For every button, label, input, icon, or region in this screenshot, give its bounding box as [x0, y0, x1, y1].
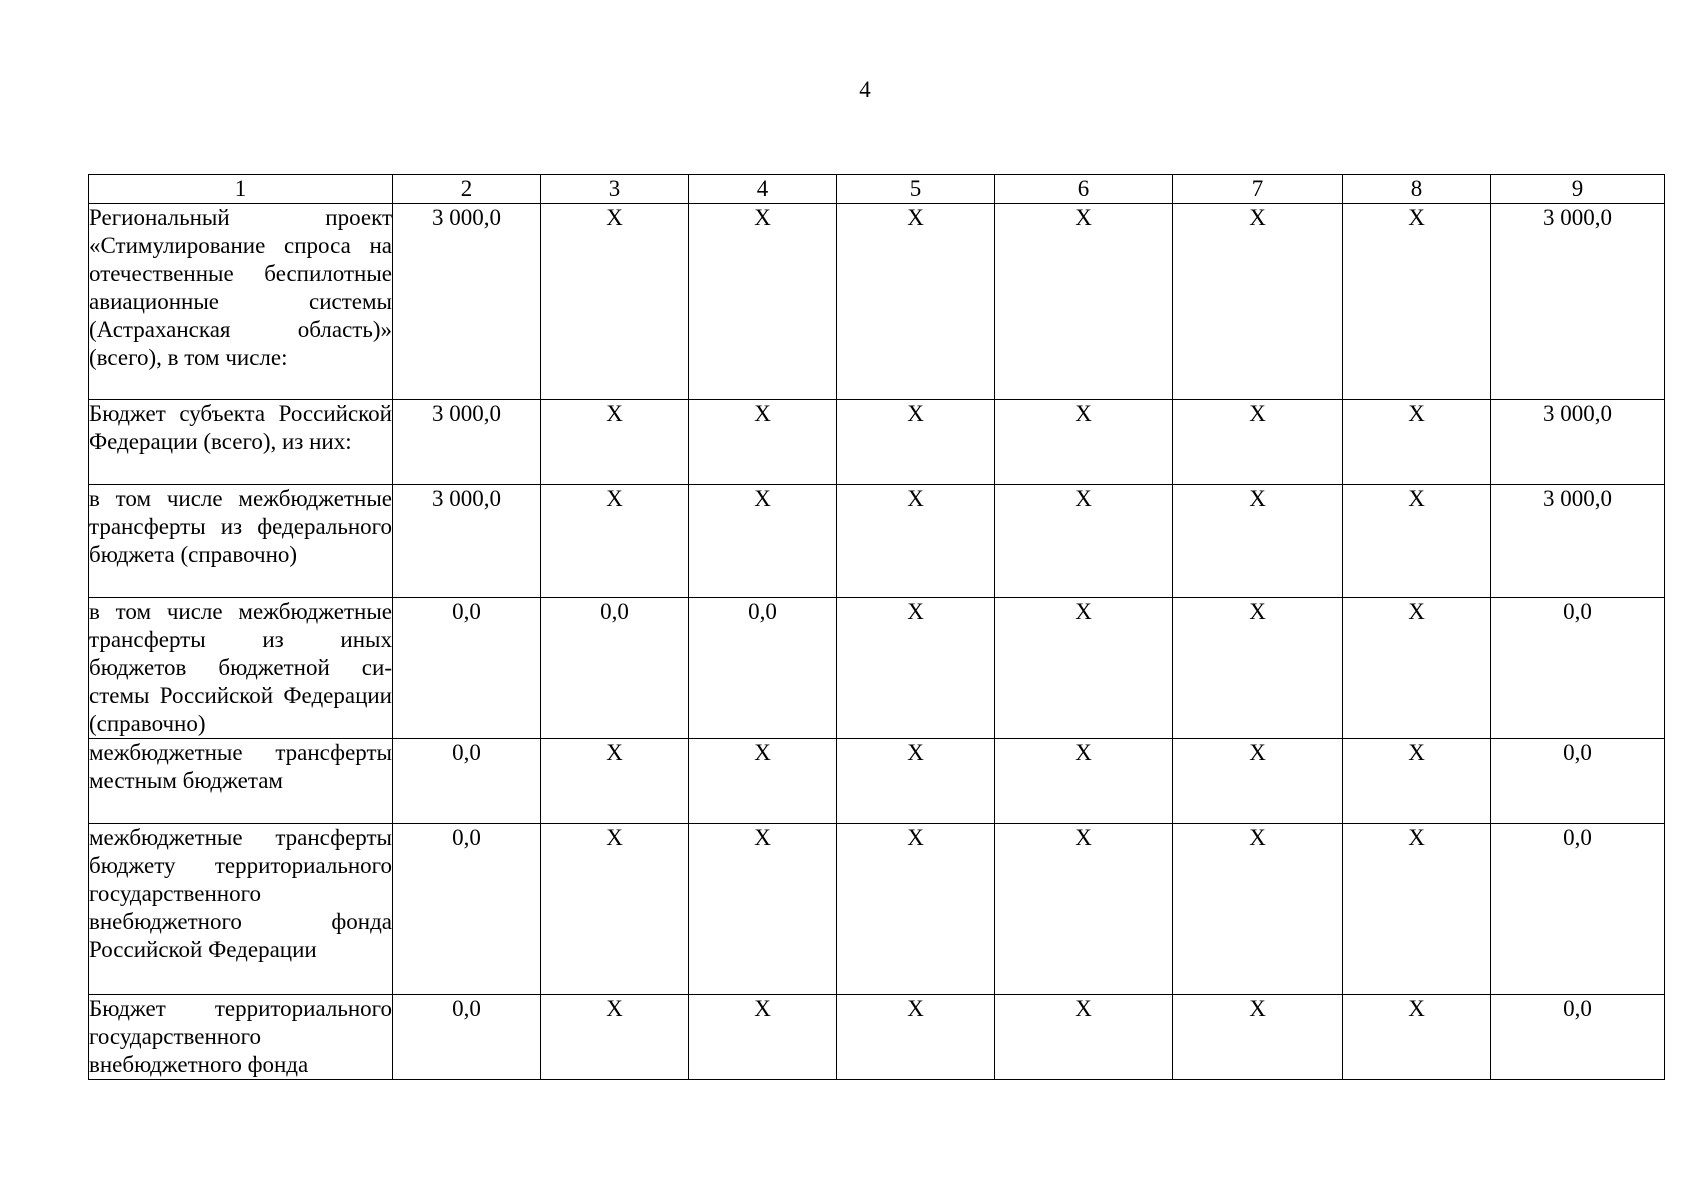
cell-value: X	[541, 739, 689, 824]
column-number: 6	[995, 175, 1173, 204]
cell-value: 3 000,0	[1491, 400, 1665, 485]
cell-value: X	[689, 204, 837, 400]
table-row	[89, 598, 1665, 739]
cell-value: X	[1173, 739, 1343, 824]
cell-value: X	[689, 995, 837, 1080]
cell-value: X	[541, 995, 689, 1080]
cell-value: 0,0	[1491, 824, 1665, 995]
table-row	[89, 400, 1665, 485]
cell-value: X	[1173, 598, 1343, 739]
cell-value: 0,0	[393, 995, 541, 1080]
cell-value: X	[1173, 204, 1343, 400]
cell-value: X	[689, 400, 837, 485]
row-label: Бюджет субъекта Российской Федерации (всего), из них:	[89, 400, 393, 485]
cell-value: 0,0	[393, 824, 541, 995]
cell-value: X	[1343, 824, 1491, 995]
cell-value: X	[541, 400, 689, 485]
cell-value: X	[1343, 204, 1491, 400]
row-label: межбюджетные трансферты бюджету территориального государственного внебюджетного фонда Российской Федерации	[89, 824, 393, 995]
page-number: 4	[859, 77, 871, 102]
row-label: в том числе межбюджетные трансферты из федерального бюджета (справочно)	[89, 485, 393, 598]
cell-value: X	[1173, 995, 1343, 1080]
cell-value: X	[1343, 400, 1491, 485]
row-label: в том числе межбюджетные трансферты из иных бюджетов бюджетной системы Российской Федерации (справочно)	[89, 598, 393, 739]
cell-value: X	[689, 824, 837, 995]
table-row	[89, 824, 1665, 995]
cell-value: X	[995, 598, 1173, 739]
cell-value: 3 000,0	[393, 204, 541, 400]
cell-value: 0,0	[1491, 739, 1665, 824]
column-number: 7	[1173, 175, 1343, 204]
cell-value: 0,0	[1491, 598, 1665, 739]
cell-value: X	[837, 824, 995, 995]
cell-value: 0,0	[541, 598, 689, 739]
column-number: 3	[541, 175, 689, 204]
cell-value: X	[689, 485, 837, 598]
column-number: 8	[1343, 175, 1491, 204]
cell-value: X	[995, 995, 1173, 1080]
cell-value: X	[541, 485, 689, 598]
column-number: 9	[1491, 175, 1665, 204]
table-row	[89, 204, 1665, 400]
cell-value: 3 000,0	[393, 400, 541, 485]
cell-value: X	[541, 824, 689, 995]
cell-value: X	[995, 824, 1173, 995]
cell-value: 0,0	[689, 598, 837, 739]
table-row	[89, 995, 1665, 1080]
cell-value: X	[837, 598, 995, 739]
cell-value: X	[1343, 739, 1491, 824]
cell-value: X	[837, 204, 995, 400]
cell-value: X	[995, 739, 1173, 824]
cell-value: X	[837, 400, 995, 485]
budget-table	[88, 174, 1665, 1080]
cell-value: 3 000,0	[1491, 204, 1665, 400]
column-number: 2	[393, 175, 541, 204]
cell-value: X	[1173, 485, 1343, 598]
row-label: Региональный проект «Стимулирование спроса на отечественные беспилотные авиационные системы (Астраханская область)» (всего), в том числе:	[89, 204, 393, 400]
cell-value: 0,0	[393, 598, 541, 739]
column-number: 1	[89, 175, 393, 204]
cell-value: X	[995, 400, 1173, 485]
cell-value: X	[1173, 400, 1343, 485]
cell-value: 3 000,0	[393, 485, 541, 598]
table-row	[89, 485, 1665, 598]
column-number: 5	[837, 175, 995, 204]
cell-value: X	[995, 485, 1173, 598]
table-row	[89, 739, 1665, 824]
cell-value: X	[541, 204, 689, 400]
cell-value: X	[1343, 598, 1491, 739]
cell-value: X	[995, 204, 1173, 400]
budget-table-container	[88, 174, 1664, 1080]
cell-value: X	[837, 739, 995, 824]
cell-value: X	[1343, 995, 1491, 1080]
cell-value: X	[689, 739, 837, 824]
row-label: межбюджетные трансферты местным бюджетам	[89, 739, 393, 824]
cell-value: X	[837, 995, 995, 1080]
cell-value: 0,0	[1491, 995, 1665, 1080]
column-number-row	[89, 175, 1665, 204]
cell-value: 3 000,0	[1491, 485, 1665, 598]
cell-value: X	[837, 485, 995, 598]
cell-value: 0,0	[393, 739, 541, 824]
column-number: 4	[689, 175, 837, 204]
row-label: Бюджет территориального государственного внебюджетного фонда	[89, 995, 393, 1080]
cell-value: X	[1343, 485, 1491, 598]
cell-value: X	[1173, 824, 1343, 995]
